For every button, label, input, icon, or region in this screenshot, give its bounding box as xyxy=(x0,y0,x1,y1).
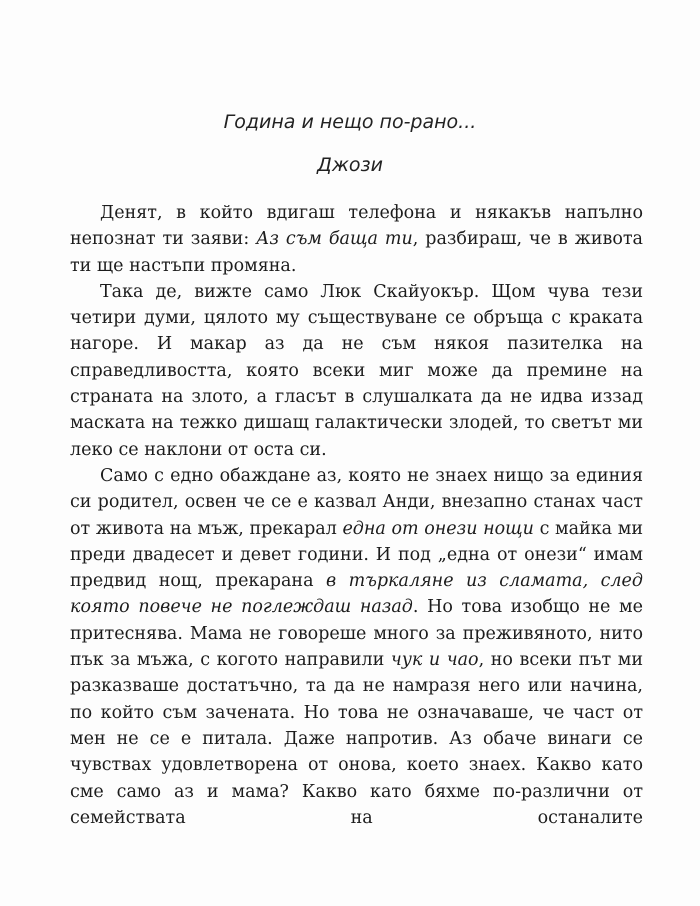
paragraph-3: Само с едно обаждане аз, която не знаех нищо за единия си родител, освен че се е казвал Анди, внезапно станах част от живота на мъж, прекарал една от онези нощи с майка ми преди двадесет и девет години. И под „една от онези“ имам предвид нощ, прекарана в търкаляне из сламата, след която повече не поглеждаш назад. Но това изобщо не ме притеснява. Мама не говореше много за преживяното, нито пък за мъжа, с когото направили чук и чао, но всеки път ми разказваше достатъчно, та да не намразя него или начина, по който съм заченатa. Но това не означаваше, че част от мен не се е питала. Даже напротив. Аз обаче винаги се чувствах удовлетворена от онова, което знаех. Какво като сме само аз и мама? Какво като бяхме по-различни от семействата на останалите xyxy=(70,465,643,828)
chapter-timeframe-heading: Година и нещо по-рано... xyxy=(223,111,477,133)
emphasis: в търкаляне из сламата, след която повече не поглеждаш назад xyxy=(70,571,643,618)
emphasis: Аз съм баща ти xyxy=(256,229,413,250)
chapter-body xyxy=(70,200,643,831)
emphasis: една от онези нощи xyxy=(342,518,534,539)
paragraph-2: Така де, вижте само Люк Скайуокър. Щом чува тези четири думи, цялото му съществуване се обръща с краката нагоре. И макар аз да не съм някоя пазителка на справедливостта, която всеки миг може да премине на страната на злото, а гласът в слушалката да не идва иззад маската на тежко дишащ галактически злодей, то светът ми леко се наклони от оста си. xyxy=(70,281,643,460)
emphasis: чук и чао xyxy=(390,650,479,671)
chapter-narrator-heading: Джози xyxy=(316,154,384,176)
paragraph-1: Денят, в който вдигаш телефона и някакъв напълно непознат ти заяви: Аз съм баща ти, разбираш, че в живота ти ще настъпи промяна. xyxy=(70,203,643,276)
